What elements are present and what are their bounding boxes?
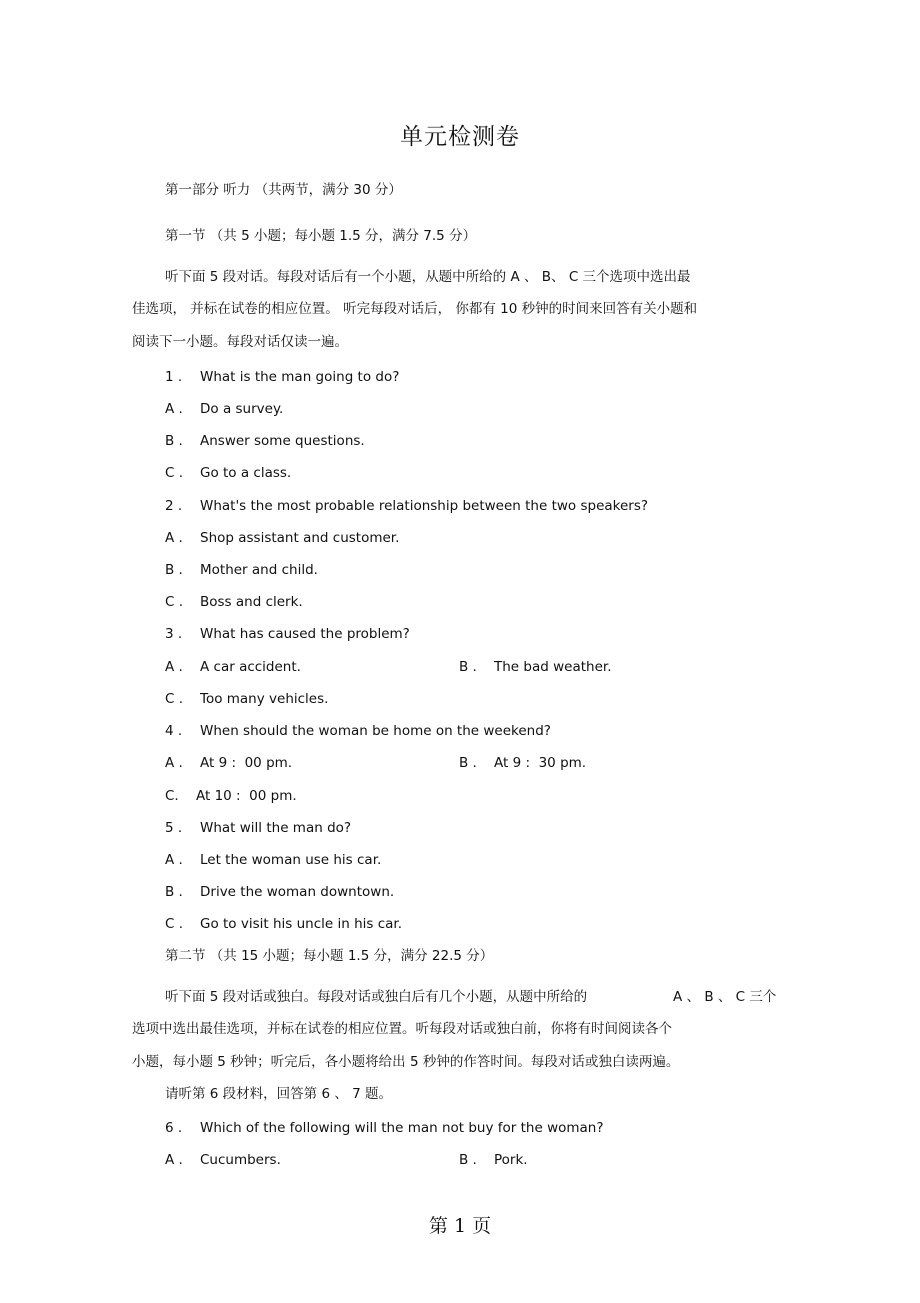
option-label: A . bbox=[165, 852, 183, 868]
section-1-instructions-line-1: 听下面 5 段对话。每段对话后有一个小题，从题中所给的 A 、 B、 C 三个选项中选出最 bbox=[165, 269, 691, 285]
question-6 bbox=[165, 1119, 604, 1137]
option-text: At 9 : 30 pm. bbox=[494, 755, 587, 771]
option-label: C . bbox=[165, 916, 184, 932]
question-3 bbox=[165, 625, 410, 643]
question-text: What is the man going to do? bbox=[200, 369, 400, 385]
option-text: Let the woman use his car. bbox=[200, 852, 382, 868]
q5-option-a bbox=[165, 851, 381, 869]
section-1-heading: 第一节 （共 5 小题；每小题 1.5 分，满分 7.5 分） bbox=[165, 228, 477, 244]
q1-option-c bbox=[165, 464, 291, 482]
question-number: 2 . bbox=[165, 498, 183, 514]
question-text: When should the woman be home on the weekend? bbox=[200, 723, 551, 739]
question-1 bbox=[165, 368, 399, 386]
question-text: What's the most probable relationship between the two speakers? bbox=[200, 498, 649, 514]
option-text: At 9 : 00 pm. bbox=[200, 755, 293, 771]
option-label: A . bbox=[165, 530, 183, 546]
section-2-instructions-line-3: 小题，每小题 5 秒钟；听完后，各小题将给出 5 秒钟的作答时间。每段对话或独白读两遍。 bbox=[132, 1054, 680, 1070]
section-1-instructions-line-3: 阅读下一小题。每段对话仅读一遍。 bbox=[132, 334, 348, 350]
page-number: 1 bbox=[453, 1215, 467, 1237]
q6-option-b bbox=[459, 1151, 528, 1169]
q5-option-b bbox=[165, 883, 394, 901]
option-label: C . bbox=[165, 465, 184, 481]
option-label: A . bbox=[165, 401, 183, 417]
option-text: Answer some questions. bbox=[200, 433, 365, 449]
option-label: B . bbox=[165, 884, 183, 900]
option-label: A . bbox=[165, 1152, 183, 1168]
option-label: C . bbox=[165, 691, 184, 707]
option-label: B . bbox=[459, 659, 477, 675]
q2-option-c bbox=[165, 593, 303, 611]
q2-option-b bbox=[165, 561, 318, 579]
question-number: 6 . bbox=[165, 1120, 183, 1136]
section-2-instructions-options: A 、 B 、 C 三个 bbox=[673, 989, 777, 1005]
option-label: B . bbox=[165, 562, 183, 578]
q3-option-c bbox=[165, 690, 328, 708]
option-text: At 10 : 00 pm. bbox=[196, 788, 297, 804]
q6-option-a bbox=[165, 1151, 281, 1169]
page-number-suffix: 页 bbox=[472, 1215, 492, 1237]
section-2-instructions-line-2: 选项中选出最佳选项，并标在试卷的相应位置。听每段对话或独白前，你将有时间阅读各个 bbox=[132, 1021, 672, 1037]
q3-option-b bbox=[459, 658, 611, 676]
option-text: Shop assistant and customer. bbox=[200, 530, 400, 546]
q4-option-b bbox=[459, 754, 586, 772]
q3-option-a bbox=[165, 658, 301, 676]
option-text: Too many vehicles. bbox=[200, 691, 329, 707]
option-text: Mother and child. bbox=[200, 562, 318, 578]
question-2 bbox=[165, 497, 648, 515]
q2-option-a bbox=[165, 529, 399, 547]
option-text: Do a survey. bbox=[200, 401, 284, 417]
section-1-instructions-line-2: 佳选项， 并标在试卷的相应位置。 听完每段对话后， 你都有 10 秒钟的时间来回答有关小题和 bbox=[132, 301, 698, 317]
option-text: Go to a class. bbox=[200, 465, 292, 481]
question-number: 4 . bbox=[165, 723, 183, 739]
part-heading: 第一部分 听力 （共两节，满分 30 分） bbox=[165, 182, 402, 198]
option-label: B . bbox=[459, 755, 477, 771]
question-number: 3 . bbox=[165, 626, 183, 642]
page-footer bbox=[0, 1211, 920, 1238]
option-label: B . bbox=[459, 1152, 477, 1168]
material-6-instruction: 请听第 6 段材料，回答第 6 、 7 题。 bbox=[165, 1086, 393, 1102]
page-number-prefix: 第 bbox=[428, 1215, 448, 1237]
page-title: 单元检测卷 bbox=[400, 124, 520, 150]
section-2-instructions-line-1: 听下面 5 段对话或独白。每段对话或独白后有几个小题，从题中所给的 bbox=[165, 989, 588, 1005]
option-label: A . bbox=[165, 755, 183, 771]
option-text: A car accident. bbox=[200, 659, 301, 675]
q4-option-a bbox=[165, 754, 292, 772]
option-label: C. bbox=[165, 788, 179, 804]
option-text: Drive the woman downtown. bbox=[200, 884, 395, 900]
q1-option-b bbox=[165, 432, 365, 450]
q5-option-c bbox=[165, 915, 402, 933]
question-text: What will the man do? bbox=[200, 820, 352, 836]
option-label: A . bbox=[165, 659, 183, 675]
question-text: Which of the following will the man not buy for the woman? bbox=[200, 1120, 604, 1136]
question-4 bbox=[165, 722, 551, 740]
option-text: Cucumbers. bbox=[200, 1152, 281, 1168]
option-text: The bad weather. bbox=[494, 659, 612, 675]
option-text: Pork. bbox=[494, 1152, 528, 1168]
option-label: B . bbox=[165, 433, 183, 449]
option-label: C . bbox=[165, 594, 184, 610]
option-text: Go to visit his uncle in his car. bbox=[200, 916, 403, 932]
question-text: What has caused the problem? bbox=[200, 626, 410, 642]
question-number: 5 . bbox=[165, 820, 183, 836]
option-text: Boss and clerk. bbox=[200, 594, 303, 610]
section-2-heading: 第二节 （共 15 小题；每小题 1.5 分，满分 22.5 分） bbox=[165, 948, 494, 964]
question-number: 1 . bbox=[165, 369, 183, 385]
q4-option-c bbox=[165, 787, 297, 805]
q1-option-a bbox=[165, 400, 283, 418]
question-5 bbox=[165, 819, 351, 837]
